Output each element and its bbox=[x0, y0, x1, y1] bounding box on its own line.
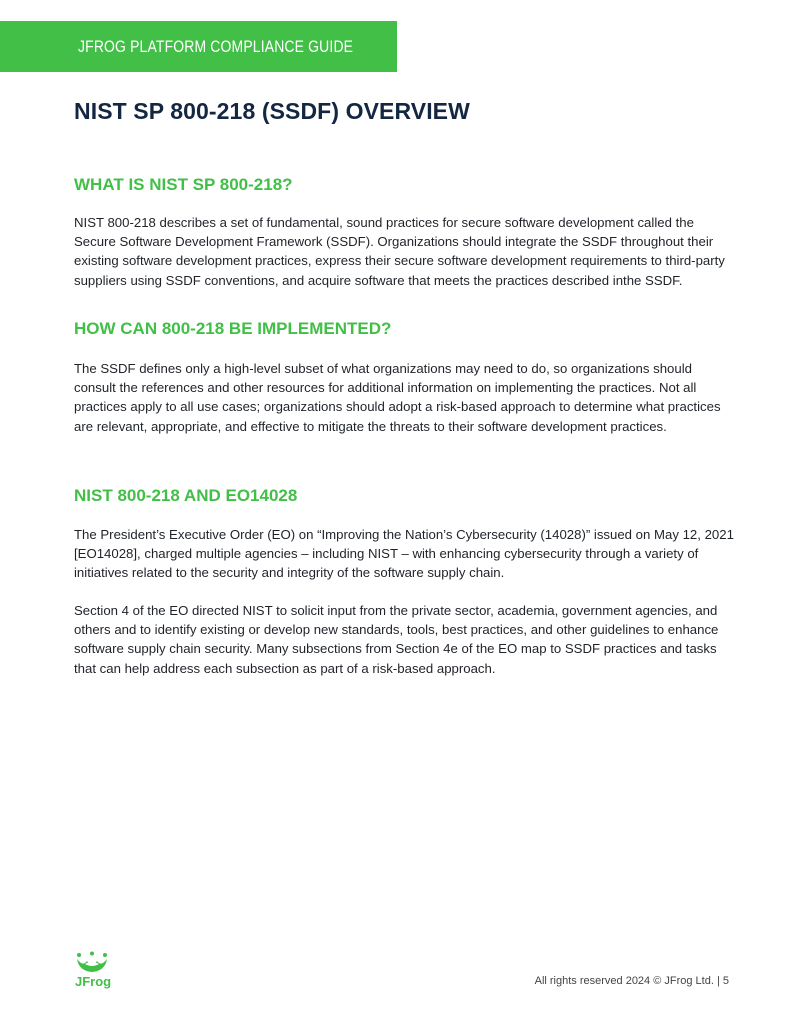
section-heading-eo14028: NIST 800-218 AND EO14028 bbox=[74, 486, 298, 505]
section-paragraph: The President’s Executive Order (EO) on “Improving the Nation’s Cybersecurity (14028)” issued on May 12, 2021 [EO14028], charged multiple agencies – including NIST – with enhancing cybersecurity through a variety of initiatives related to the security and integrity of the software supply chain. bbox=[74, 527, 734, 581]
section-paragraph: Section 4 of the EO directed NIST to solicit input from the private sector, academia, government agencies, and others and to identify existing or develop new standards, tools, best practices, and other guidelines to enhance software supply chain security. Many subsections from Section 4e of the EO map to SSDF practices and tasks that can help address each subsection as part of a risk-based approach. bbox=[74, 603, 719, 676]
section-paragraph: The SSDF defines only a high-level subset of what organizations may need to do, so organizations should consult the references and other resources for additional information on implementing the practices. Not all practices apply to all use cases; organizations should adopt a risk-based approach to determine what practices are relevant, appropriate, and effective to mitigate the threats to their software development practices. bbox=[74, 361, 721, 434]
banner-title: JFROG PLATFORM COMPLIANCE GUIDE bbox=[78, 36, 354, 56]
section-heading-implementation: HOW CAN 800-218 BE IMPLEMENTED? bbox=[74, 319, 392, 338]
footer-copyright: All rights reserved 2024 © JFrog Ltd. | 5 bbox=[534, 975, 729, 987]
section-paragraph: NIST 800-218 describes a set of fundamental, sound practices for secure software development called the Secure Software Development Framework (SSDF). Organizations should integrate the SSDF throughout their existing software development practices, express their secure software development requirements to third-party suppliers using SSDF conventions, and acquire software that meets the practices described inthe SSDF. bbox=[74, 215, 725, 288]
section-heading-what-is: WHAT IS NIST SP 800-218? bbox=[74, 175, 293, 194]
logo-wordmark: JFrog bbox=[75, 974, 111, 989]
page-title: NIST SP 800-218 (SSDF) OVERVIEW bbox=[74, 98, 470, 124]
header-banner bbox=[0, 21, 397, 72]
jfrog-logo-icon bbox=[73, 951, 111, 989]
